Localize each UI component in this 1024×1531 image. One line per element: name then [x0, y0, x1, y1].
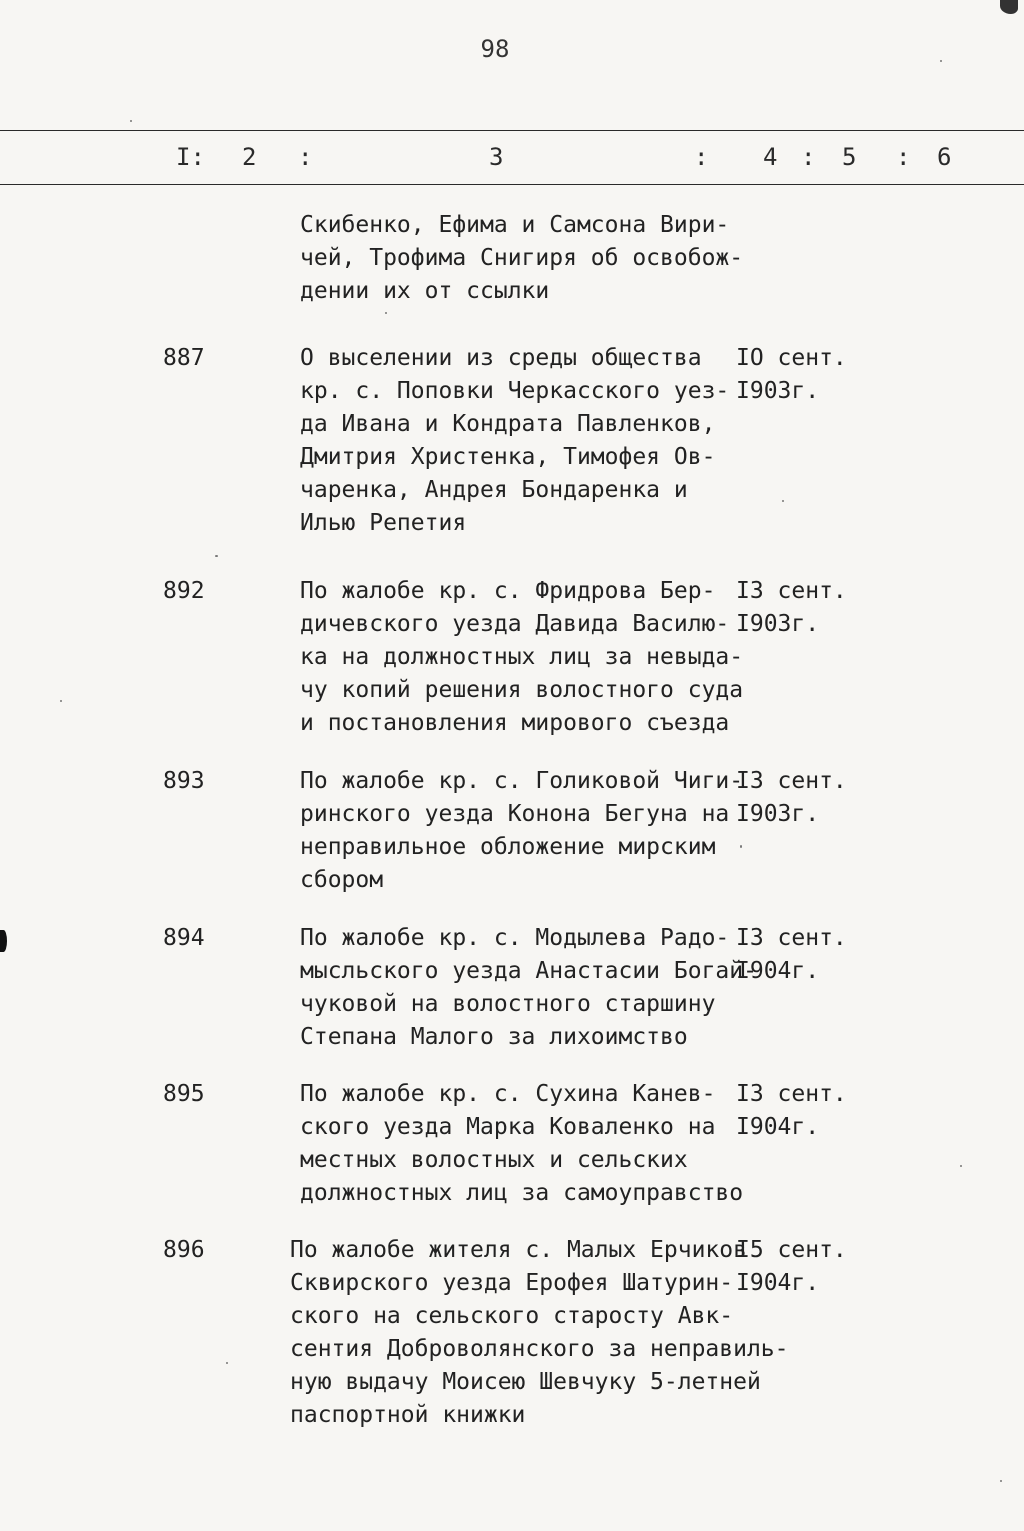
- scan-speck: [60, 700, 62, 702]
- scan-speck: [740, 845, 742, 848]
- entry-number: 895: [163, 1081, 205, 1107]
- column-header-6: 6: [937, 143, 952, 171]
- scan-speck: [215, 555, 218, 557]
- header-bottom-rule: [0, 184, 1024, 185]
- entry-date: I5 сент. I904г.: [736, 1237, 847, 1296]
- column-header-5: 5: [842, 143, 857, 171]
- entry-date: I3 сент. I903г.: [736, 768, 847, 827]
- column-separator: :: [298, 143, 313, 171]
- scan-speck: [130, 120, 132, 122]
- entry-description: Скибенко, Ефима и Самсона Вири- чей, Трофима Снигиря об освобож- дении их от ссылки: [300, 212, 744, 304]
- entry-description: По жалобе кр. с. Сухина Канев- ского уезда Марка Коваленко на местных волостных и сельских должностных лиц за самоуправство: [300, 1081, 744, 1206]
- scan-speck: [960, 1165, 962, 1167]
- entry-number: 892: [163, 578, 205, 604]
- column-header-1: I:: [176, 143, 205, 171]
- scan-speck: [1000, 1480, 1002, 1482]
- page-number: 98: [480, 35, 510, 63]
- header-top-rule: [0, 130, 1024, 131]
- scan-speck: [226, 1362, 228, 1364]
- column-header-4: 4: [763, 143, 778, 171]
- entry-number: 896: [163, 1237, 205, 1263]
- entry-description: По жалобе кр. с. Голиковой Чиги- ринского уезда Конона Бегуна на неправильное обложение мирским сбором: [300, 768, 744, 893]
- column-header-2: 2: [242, 143, 257, 171]
- entry-number: 893: [163, 768, 205, 794]
- entry-date: I3 сент. I904г.: [736, 925, 847, 984]
- column-separator: :: [801, 143, 816, 171]
- scan-speck: [940, 60, 942, 62]
- entry-number: 894: [163, 925, 205, 951]
- entry-description: По жалобе кр. с. Модылева Радо- мысльского уезда Анастасии Богай- чуковой на волостного старшину Степана Малого за лихоимство: [300, 925, 757, 1050]
- column-separator: :: [694, 143, 709, 171]
- scan-artifact: [1000, 0, 1018, 14]
- scan-speck: [782, 500, 784, 502]
- entry-date: I3 сент. I903г.: [736, 578, 847, 637]
- entry-description: По жалобе жителя с. Малых Ерчиков Сквирского уезда Ерофея Шатурин- ского на сельского старосту Авк- сентия Доброволянского за неправиль- ную выдачу Моисею Шевчуку 5-летней паспортной книжки: [290, 1237, 789, 1428]
- entry-number: 887: [163, 345, 205, 371]
- entry-date: I3 сент. I904г.: [736, 1081, 847, 1140]
- entry-date: IO сент. I903г.: [736, 345, 847, 404]
- scan-speck: [385, 312, 387, 314]
- column-header-3: 3: [489, 143, 504, 171]
- entry-description: О выселении из среды общества кр. с. Поповки Черкасского уез- да Ивана и Кондрата Павленков, Дмитрия Христенка, Тимофея Ов- чаренка, Андрея Бондаренка и Илью Репетия: [300, 345, 730, 536]
- column-separator: :: [896, 143, 911, 171]
- entry-description: По жалобе кр. с. Фридрова Бер- дичевского уезда Давида Василю- ка на должностных лиц за невыда- чу копий решения волостного суда и постановления мирового съезда: [300, 578, 744, 736]
- scan-artifact: [0, 930, 7, 952]
